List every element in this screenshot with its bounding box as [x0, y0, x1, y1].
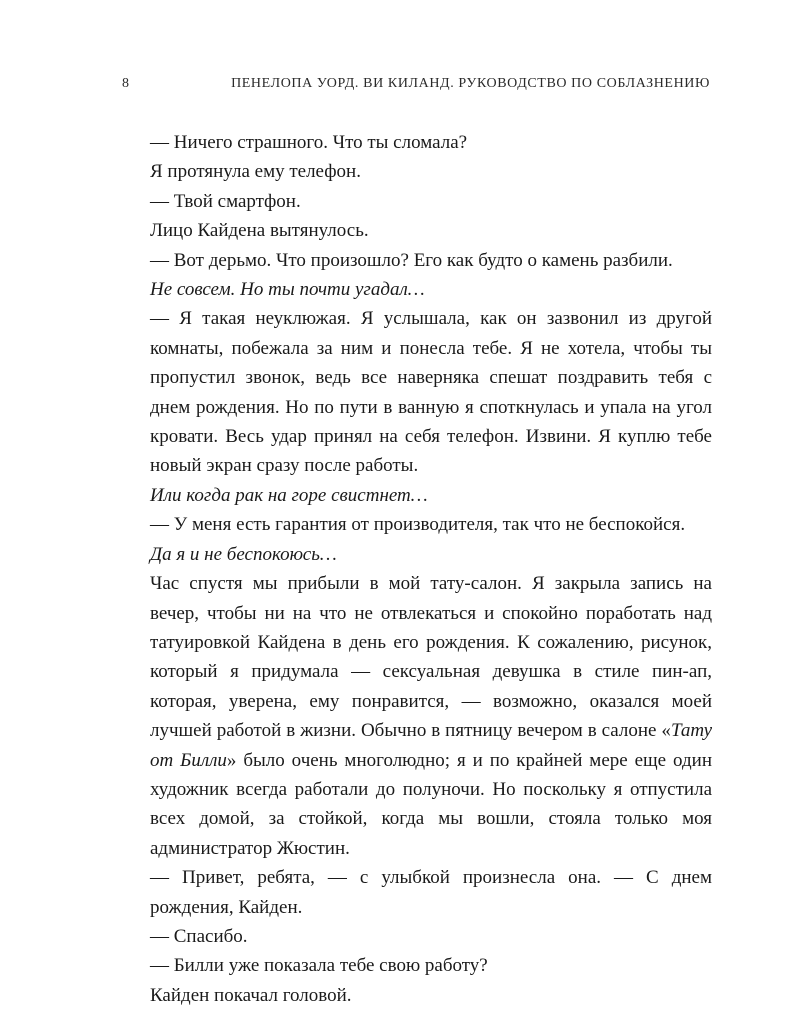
page-number: 8	[122, 76, 130, 91]
paragraph: — Билли уже показала тебе свою работу?	[150, 955, 488, 977]
paragraph: — Спасибо.	[150, 925, 248, 947]
italic-thought: Да я и не беспокоюсь…	[150, 543, 337, 565]
paragraph: — Твой смартфон.	[150, 190, 301, 212]
paragraph-part: » было очень многолюдно; я и по крайней мере еще один художник всегда работали до полуночи. Но поскольку я отпустила всех домой, за стойкой, когда мы вошли, стояла только моя администратор Жюстин.	[150, 749, 712, 859]
paragraph: Лицо Кайдена вытянулось.	[150, 220, 369, 242]
paragraph: — Я такая неуклюжая. Я услышала, как он зазвонил из другой комнаты, побежала за ним и понесла тебе. Я не хотела, чтобы ты пропустил звонок, ведь все наверняка спешат поздравить тебя с днем рождения. Но по пути в ванную я споткнулась и упала на угол кровати. Весь удар принял на себя телефон. Извини. Я куплю тебе новый экран сразу после работы.	[150, 308, 712, 477]
paragraph: — У меня есть гарантия от производителя, так что не беспокойся.	[150, 514, 686, 536]
paragraph: Кайден покачал головой.	[150, 984, 352, 1006]
paragraph	[150, 569, 712, 863]
italic-thought: Или когда рак на горе свистнет…	[150, 484, 428, 506]
italic-thought: Не совсем. Но ты почти угадал…	[150, 279, 425, 301]
paragraph: — Привет, ребята, — с улыбкой произнесла она. — С днем рождения, Кайден.	[150, 867, 712, 918]
running-title: ПЕНЕЛОПА УОРД. ВИ КИЛАНД. РУКОВОДСТВО ПО СОБЛАЗНЕНИЮ	[231, 76, 710, 91]
salon-name: Тату от Билли	[150, 720, 712, 771]
paragraph-part: Час спустя мы прибыли в мой тату-салон. Я закрыла запись на вечер, чтобы ни на что не отвлекаться и спокойно поработать над татуировкой Кайдена в день его рождения. К сожалению, рисунок, который я придумала — сексуальная девушка в стиле пин-ап, которая, уверена, ему понравится, — возможно, оказался моей лучшей работой в жизни. Обычно в пятницу вечером в салоне «	[150, 573, 712, 742]
paragraph: — Ничего страшного. Что ты сломала?	[150, 132, 468, 153]
running-header	[122, 76, 710, 96]
body-text	[150, 128, 712, 1010]
paragraph: — Вот дерьмо. Что произошло? Его как будто о камень разбили.	[150, 249, 673, 271]
paragraph: Я протянула ему телефон.	[150, 161, 361, 183]
